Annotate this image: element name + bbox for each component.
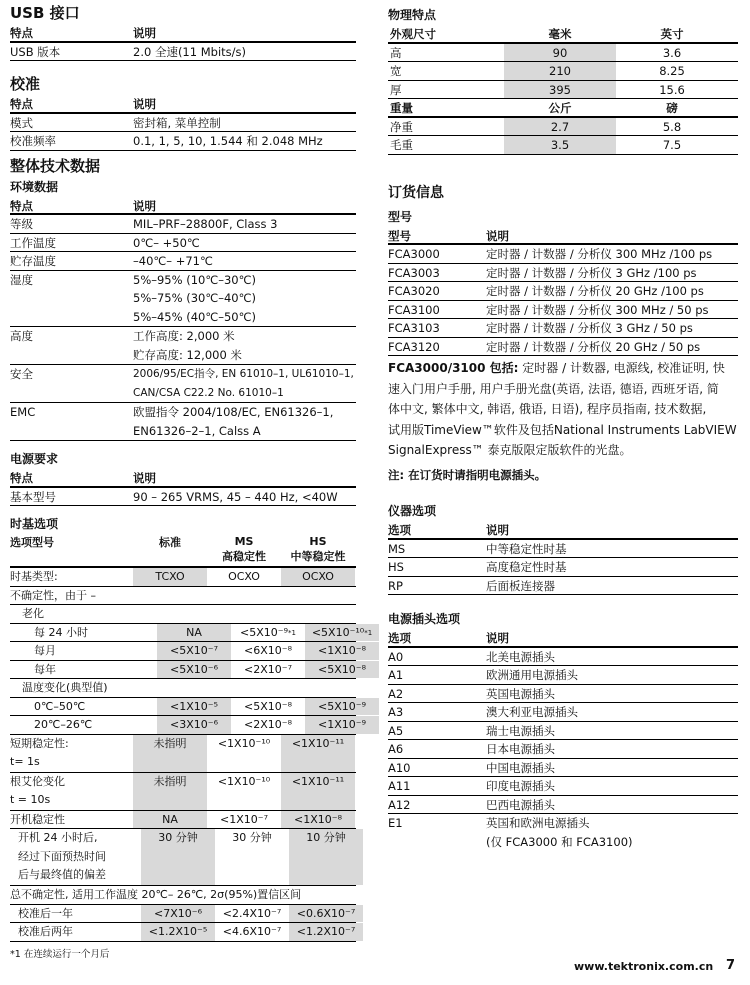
total-row: 校准后两年 <1.2X10⁻⁵ <4.6X10⁻⁷ <1.2X10⁻⁷ [10,923,356,942]
temp-row: 0℃–50℃ <1X10⁻⁵ <5X10⁻⁸ <5X10⁻⁹ [10,698,356,717]
right-column [388,0,738,851]
total-row: 校准后一年 <7X10⁻⁶ <2.4X10⁻⁷ <0.6X10⁻⁷ [10,905,356,924]
env-row: 工作温度 0℃– +50℃ [10,234,356,253]
instrument-row: RP 后面板连接器 [388,577,738,596]
instrument-row: MS 中等稳定性时基 [388,540,738,559]
power-row: 基本型号 90 – 265 VRMS, 45 – 440 Hz, <40W [10,488,356,507]
hs-header: HS [309,535,327,548]
uncertainty-label: 不确定性，由于 – [10,587,356,606]
dim-row: 宽 210 8.25 [388,62,738,81]
warmup-row: 开机稳定性 NA <1X10⁻⁷ <1X10⁻⁸ [10,811,356,830]
calib-header: 特点 说明 [10,95,356,114]
ms-header: MS [234,535,254,548]
model-row: FCA3020 定时器 / 计数器 / 分析仪 20 GHz /100 ps [388,282,738,301]
overall-title: 整体技术数据 [10,156,101,175]
weight-row: 毛重 3.5 7.5 [388,136,738,155]
plugs-title: 电源插头选项 [388,612,461,626]
calib-title: 校准 [10,75,41,93]
plug-row: A2 英国电源插头 [388,685,738,704]
calib-row: 校准频率 0.1, 1, 5, 10, 1.544 和 2.048 MHz [10,132,356,151]
model-row: FCA3120 定时器 / 计数器 / 分析仪 20 GHz / 50 ps [388,338,738,357]
env-row: EMC 欧盟指令 2004/108/EC, EN61326–1, EN61326–2–1, Calss A [10,403,356,441]
model-row: FCA3000 定时器 / 计数器 / 分析仪 300 MHz /100 ps [388,245,738,264]
model-title: 型号 [388,209,413,224]
aging-row: 每 24 小时 NA <5X10⁻⁹$^{*1}$ <5X10⁻¹⁰$^{*1}$ [10,624,356,643]
plugs-header: 选项 说明 [388,629,738,648]
instrument-header: 选项 说明 [388,521,738,540]
includes-paragraph: FCA3000/3100 包括: 定时器 / 计数器, 电源线, 校准证明, 快 速入门用户手册, 用户手册光盘(英语, 法语, 德语, 西班牙语, 简 体中文, 繁体中文, 韩语, 俄语, 日语), 程序员指南, 技术数据, 试用版TimeView™软件及包括National Instruments LabVIEW SignalExpress™ 泰克版限定版软件的光盘。 [388,361,737,457]
aging-label: 老化 [10,605,356,624]
dim-header: 外观尺寸 毫米 英寸 [388,25,738,44]
model-row: FCA3100 定时器 / 计数器 / 分析仪 300 MHz / 50 ps [388,301,738,320]
temp-row: 20℃–26℃ <3X10⁻⁶ <2X10⁻⁸ <1X10⁻⁹ [10,716,356,735]
plug-row: A0 北美电源插头 [388,648,738,667]
warmup-time-row: 开机 24 小时后, 经过下面预热时间 后与最终值的偏差 30 分钟 30 分钟 10 分钟 [10,829,356,886]
left-column [10,0,373,960]
dim-row: 高 90 3.6 [388,44,738,63]
temp-label: 温度变化(典型值) [10,679,356,698]
env-row: 安全 2006/95/EC指令, EN 61010–1, UL61010–1, CAN/CSA C22.2 No. 61010–1 [10,365,356,403]
usb-title: USB 接口 [10,4,80,22]
calib-row: 模式 密封箱, 菜单控制 [10,114,356,133]
plug-row: E1 英国和欧洲电源插头 (仅 FCA3000 和 FCA3100) [388,816,633,849]
env-row: 等级 MIL–PRF–28800F, Class 3 [10,215,356,234]
physical-table [388,5,738,155]
plug-row: A11 印度电源插头 [388,777,738,796]
plug-row: A5 瑞士电源插头 [388,722,738,741]
allan-row: 根艾伦变化 t = 10s 未指明 <1X10⁻¹⁰ <1X10⁻¹¹ [10,773,356,811]
aging-row: 每年 <5X10⁻⁶ <2X10⁻⁷ <5X10⁻⁸ [10,661,356,680]
env-row: 贮存温度 –40℃– +71℃ [10,252,356,271]
footnote: *1 在连续运行一个月后 [10,948,110,960]
timebase-type-row: 时基类型: TCXO OCXO OCXO [10,568,356,587]
footer-url: www.tektronix.com.cn [574,960,714,973]
total-uncertainty-label: 总不确定性, 适用工作温度 20℃– 26℃, 2σ(95%)置信区间 [10,886,356,905]
model-row: FCA3103 定时器 / 计数器 / 分析仪 3 GHz / 50 ps [388,319,738,338]
usb-row: USB 版本 2.0 全速(11 Mbits/s) [10,43,356,62]
timebase-header: 选项型号 标准 MS 高稳定性 HS 中等稳定性 [10,534,356,568]
plug-row: A3 澳大利亚电源插头 [388,703,738,722]
timebase-table [10,514,373,960]
instrument-row: HS 高度稳定性时基 [388,558,738,577]
env-row: 高度 工作高度: 2,000 米 贮存高度: 12,000 米 [10,327,356,365]
power-title: 电源要求 [10,452,59,466]
model-header: 型号 说明 [388,227,738,246]
plug-row: A10 中国电源插头 [388,759,738,778]
timebase-title: 时基选项 [10,517,59,531]
dim-row: 厚 395 15.6 [388,81,738,100]
instrument-title: 仪器选项 [388,504,437,518]
weight-row: 净重 2.7 5.8 [388,118,738,137]
plug-row: A6 日本电源插头 [388,740,738,759]
model-row: FCA3003 定时器 / 计数器 / 分析仪 3 GHz /100 ps [388,264,738,283]
usb-header: 特点 说明 [10,24,356,43]
physical-title: 物理特点 [388,8,437,22]
env-title: 环境数据 [10,179,59,194]
env-row: 湿度 5%–95% (10℃–30℃) 5%–75% (30℃–40℃) 5%–45% (40℃–50℃) [10,271,356,328]
ordering-note: 注: 在订货时请指明电源插头。 [388,467,547,482]
ordering-title: 订货信息 [388,184,444,201]
short-term-row: 短期稳定性: t= 1s 未指明 <1X10⁻¹⁰ <1X10⁻¹¹ [10,735,356,773]
plug-row: A1 欧洲通用电源插头 [388,666,738,685]
page-number: 7 [726,958,736,973]
env-header: 特点 说明 [10,197,356,216]
weight-header: 重量 公斤 磅 [388,99,738,118]
plug-row: A12 巴西电源插头 [388,796,738,815]
power-header: 特点 说明 [10,469,356,488]
aging-row: 每月 <5X10⁻⁷ <6X10⁻⁸ <1X10⁻⁸ [10,642,356,661]
